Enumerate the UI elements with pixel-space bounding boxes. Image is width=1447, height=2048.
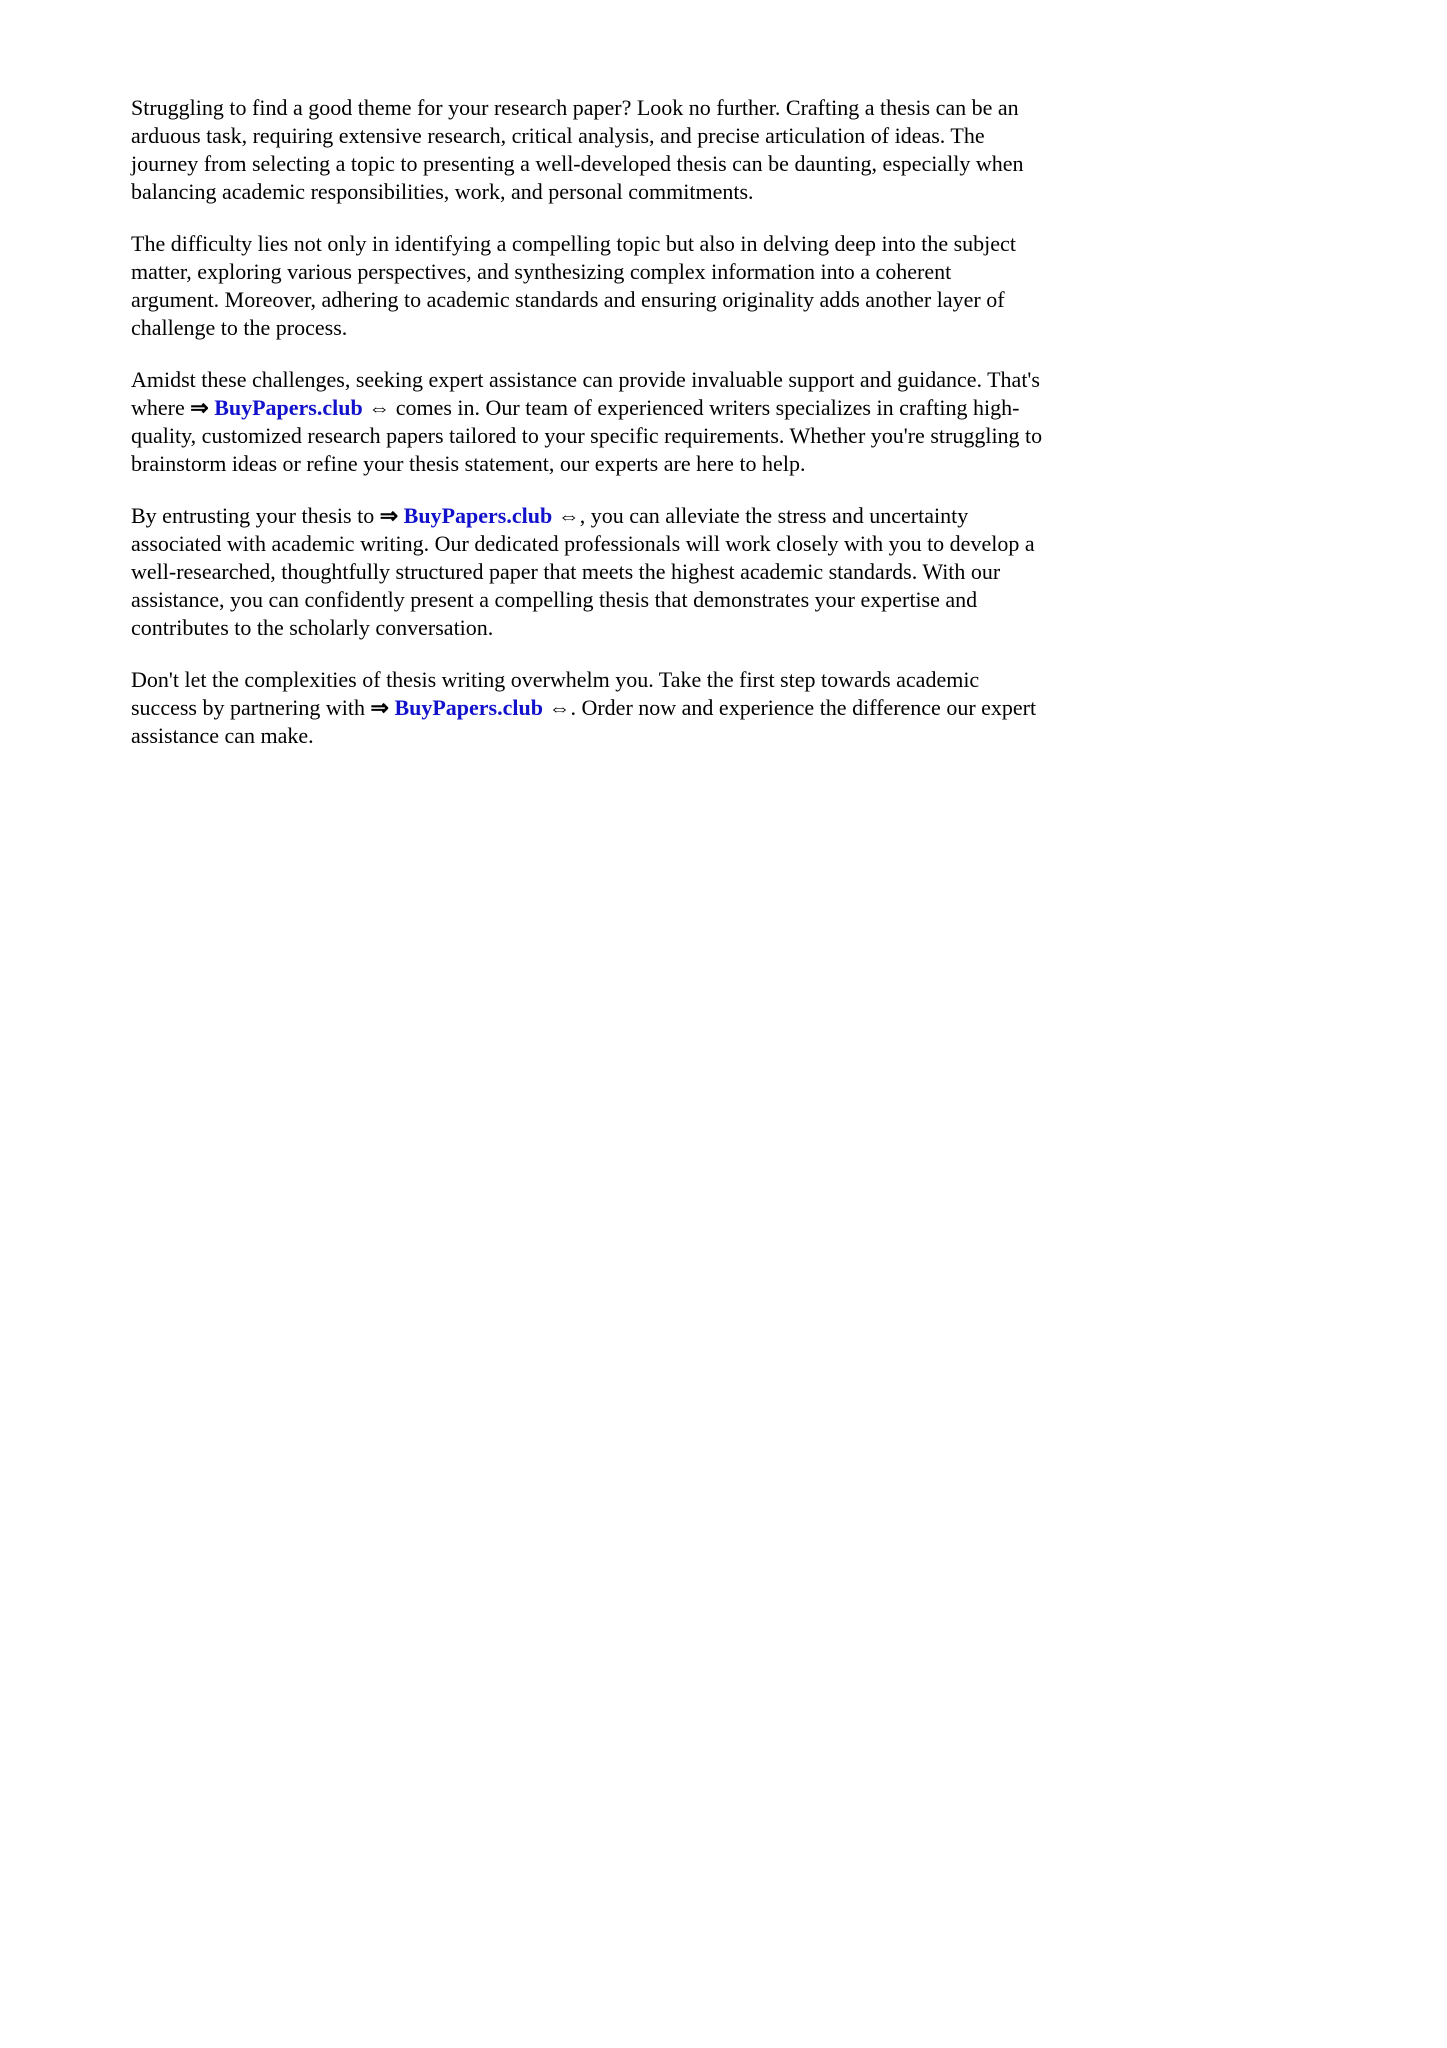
article-body [131, 94, 1043, 750]
double-arrow-right-icon: ⇒ [379, 503, 399, 528]
text-run: Don't let the complexities of thesis writing overwhelm you. Take the first step towards academic success by partnering with [131, 667, 980, 720]
text-run: The difficulty lies not only in identifying a compelling topic but also in delving deep into the subject matter, exploring various perspectives, and synthesizing complex information into a coherent argument. Moreover, adhering to academic standards and ensuring originality adds another layer of challenge to the process. [131, 231, 1016, 340]
text-run: Amidst these challenges, seeking expert assistance can provide invaluable support and guidance. That's where [131, 367, 1040, 420]
paragraph-1 [131, 94, 1043, 206]
paragraph-4 [131, 502, 1043, 642]
double-arrow-leftright-icon: ⇔ [548, 695, 571, 720]
buypapers-club-link[interactable]: BuyPapers.club [394, 695, 543, 720]
buypapers-club-link[interactable]: BuyPapers.club [214, 395, 363, 420]
double-arrow-right-icon: ⇒ [190, 395, 209, 420]
text-run: By entrusting your thesis to [131, 503, 380, 528]
text-run: comes in. Our team of experienced writers specializes in crafting high-quality, customized research papers tailored to your specific requirements. Whether you're struggling to brainstorm ideas or refine your thesis statement, our experts are here to help. [131, 395, 1043, 476]
buypapers-club-link[interactable]: BuyPapers.club [403, 503, 553, 528]
double-arrow-leftright-icon: ⇔ [368, 395, 391, 420]
text-run: Struggling to find a good theme for your research paper? Look no further. Crafting a thesis can be an arduous task, requiring extensive research, critical analysis, and precise articulation of ideas. The journey from selecting a topic to presenting a well-developed thesis can be daunting, especially when balancing academic responsibilities, work, and personal commitments. [131, 95, 1024, 204]
double-arrow-leftright-icon: ⇔ [557, 503, 580, 528]
paragraph-5 [131, 666, 1043, 750]
double-arrow-right-icon: ⇒ [370, 695, 389, 720]
text-run: . Order now and experience the difference our expert assistance can make. [131, 695, 1037, 748]
paragraph-3 [131, 366, 1043, 478]
text-run: , you can alleviate the stress and uncertainty associated with academic writing. Our dedicated professionals will work closely with you to develop a well-researched, thoughtfully structured paper that meets the highest academic standards. With our assistance, you can confidently present a compelling thesis that demonstrates your expertise and contributes to the scholarly conversation. [131, 503, 1035, 640]
paragraph-2 [131, 230, 1043, 342]
